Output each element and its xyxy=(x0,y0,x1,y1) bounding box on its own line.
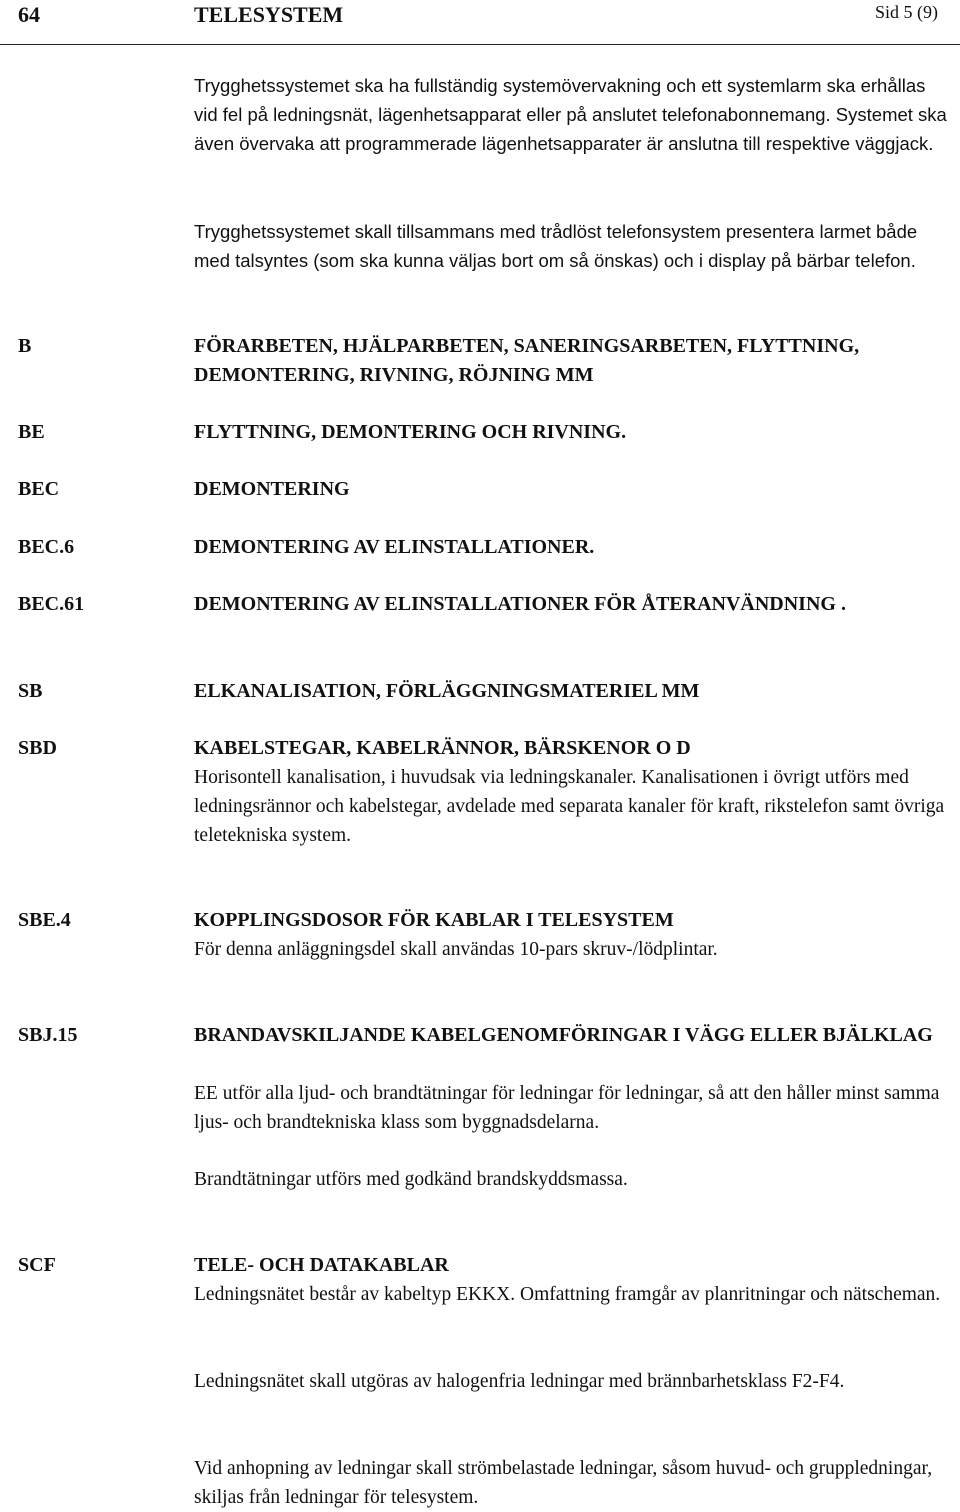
section-code-bec61: BEC.61 xyxy=(18,593,85,615)
section-code-be: BE xyxy=(18,421,45,443)
section-heading-scf: TELE- OCH DATAKABLAR xyxy=(194,1254,449,1276)
intro-paragraph-1: Trygghetssystemet ska ha fullständig systemövervakning och ett systemlarm ska erhållas vid fel på ledningsnät, lägenhetsapparat eller på anslutet telefonabonnemang. Systemet ska även övervaka att programmerade lägenhetsapparater är anslutna till respektive väggjack. xyxy=(194,75,947,154)
page-header xyxy=(0,0,960,45)
section-body-sbd: Horisontell kanalisation, i huvudsak via ledningskanaler. Kanalisationen i övrigt utförs med ledningsrännor och kabelstegar, avdelade med separata kanaler för kraft, rikstelefon samt övriga teletekniska system. xyxy=(194,767,945,846)
section-body-sbj15: EE utför alla ljud- och brandtätningar för ledningar för ledningar, så att den håller minst samma ljus- och brandtekniska klass som byggnadsdelarna. xyxy=(194,1083,940,1133)
section-heading-sbd: KABELSTEGAR, KABELRÄNNOR, BÄRSKENOR O D xyxy=(194,737,691,759)
section-heading-be: FLYTTNING, DEMONTERING OCH RIVNING. xyxy=(194,421,627,443)
section-body2-sbj15: Brandtätningar utförs med godkänd brandskyddsmassa. xyxy=(194,1169,628,1190)
section-body-scf: Ledningsnätet består av kabeltyp EKKX. Omfattning framgår av planritningar och nätscheman. xyxy=(194,1284,941,1305)
section-heading-sb: ELKANALISATION, FÖRLÄGGNINGSMATERIEL MM xyxy=(194,680,700,702)
section-code-sb: SB xyxy=(18,680,43,702)
section-code-sbd: SBD xyxy=(18,737,57,759)
section-heading-bec61: DEMONTERING AV ELINSTALLATIONER FÖR ÅTERANVÄNDNING . xyxy=(194,593,846,615)
page-label: Sid 5 (9) xyxy=(875,2,938,22)
section-code-scf: SCF xyxy=(18,1254,56,1276)
page-number: 64 xyxy=(18,2,40,27)
section-body-sbe4: För denna anläggningsdel skall användas 10-pars skruv-/lödplintar. xyxy=(194,939,718,960)
section-heading-bec: DEMONTERING xyxy=(194,478,350,500)
section-code-sbj15: SBJ.15 xyxy=(18,1024,78,1046)
section-code-sbe4: SBE.4 xyxy=(18,909,71,931)
section-code-b: B xyxy=(18,335,32,357)
section-code-bec6: BEC.6 xyxy=(18,536,75,558)
section-heading-sbj15: BRANDAVSKILJANDE KABELGENOMFÖRINGAR I VÄGG ELLER BJÄLKLAG xyxy=(194,1024,933,1046)
document-title: TELESYSTEM xyxy=(194,2,344,27)
section-heading-bec6: DEMONTERING AV ELINSTALLATIONER. xyxy=(194,536,595,558)
intro-paragraph-2: Trygghetssystemet skall tillsammans med trådlöst telefonsystem presentera larmet både med talsyntes (som ska kunna väljas bort om så önskas) och i display på bärbar telefon. xyxy=(194,221,918,271)
section-code-bec: BEC xyxy=(18,478,60,500)
section-body2-scf: Ledningsnätet skall utgöras av halogenfria ledningar med brännbarhetsklass F2-F4. xyxy=(194,1371,845,1392)
section-body3-scf: Vid anhopning av ledningar skall strömbelastade ledningar, såsom huvud- och gruppledningar, skiljas från ledningar för telesystem. xyxy=(194,1458,933,1508)
section-heading-b: FÖRARBETEN, HJÄLPARBETEN, SANERINGSARBETEN, FLYTTNING, DEMONTERING, RIVNING, RÖJNING MM xyxy=(194,335,860,386)
section-heading-sbe4: KOPPLINGSDOSOR FÖR KABLAR I TELESYSTEM xyxy=(194,909,674,931)
